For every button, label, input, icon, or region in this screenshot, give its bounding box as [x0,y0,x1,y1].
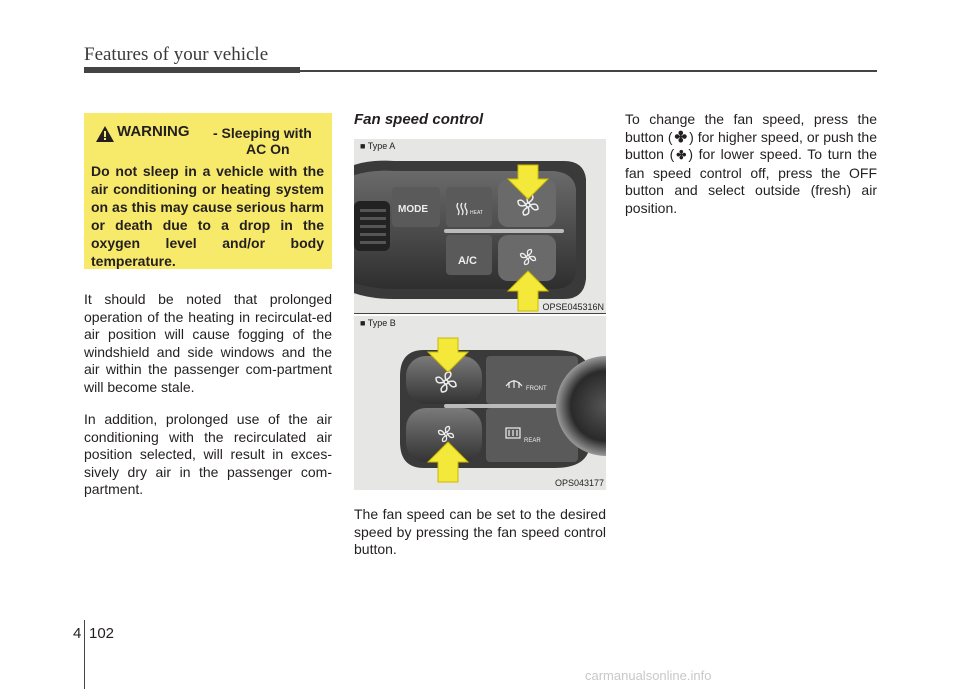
figure-a-type-label: ■ Type A [360,141,396,151]
warning-heading [84,123,332,157]
heat-button-label: HEAT [470,210,483,216]
warning-subtitle-line1: - Sleeping with [213,125,312,141]
footer-divider [84,620,85,689]
footer-page-number: 102 [89,625,115,642]
right-paragraph [625,111,877,217]
climate-panel-a-illustration [354,139,606,314]
watermark: carmanualsonline.info [585,668,712,683]
warning-triangle-icon [96,126,114,142]
fan-low-icon-inline: ✤ [676,148,687,162]
middle-paragraph: The fan speed can be set to the desired speed by pressing the fan speed control button. [354,506,606,557]
header-rule-thick [84,67,300,73]
front-button-label: FRONT [526,386,547,392]
page-header-title: Features of your vehicle [84,44,269,65]
warning-box [84,113,332,269]
warning-word: WARNING [117,123,190,140]
fan-high-icon-inline: ✤ [674,128,688,146]
mode-button-label: MODE [398,204,428,215]
warning-subtitle-line2: AC On [246,141,290,157]
left-paragraph-1: It should be noted that prolonged operation of the heating in recirculat-ed air position will cause fogging of the windshield and side windows and the air within the passenger com-partment will become stale. [84,291,332,395]
footer-chapter-number: 4 [73,625,82,642]
warning-body: Do not sleep in a vehicle with the air conditioning or heating system on as this may cause serious harm or death due to a drop in the oxygen level and/or body temperature. [91,163,324,269]
left-paragraph-2: In addition, prolonged use of the air conditioning with the recirculated air position selected, will result in exces-sively dry air in the passenger com-partment. [84,411,332,497]
figure-b-type-label: ■ Type B [360,318,396,328]
figure-type-a [354,139,606,314]
figure-b-code: OPS043177 [554,478,604,488]
right-text-part2: ) for higher speed, or push the button ( [625,128,877,162]
right-text-part3: ) for lower speed. To turn the fan speed control off, press the OFF button and select outside (fresh) air position. [625,146,877,216]
rear-button-label: REAR [524,438,541,444]
header-rule-thin [300,70,877,72]
figure-divider [354,313,606,314]
climate-panel-b-illustration [354,316,606,490]
section-title: Fan speed control [354,111,484,128]
figure-a-code: OPSE045316N [542,302,604,312]
right-text-part1: To change the fan speed, press the button ( [625,111,877,145]
ac-button-label: A/C [458,255,477,267]
figure-type-b [354,316,606,490]
